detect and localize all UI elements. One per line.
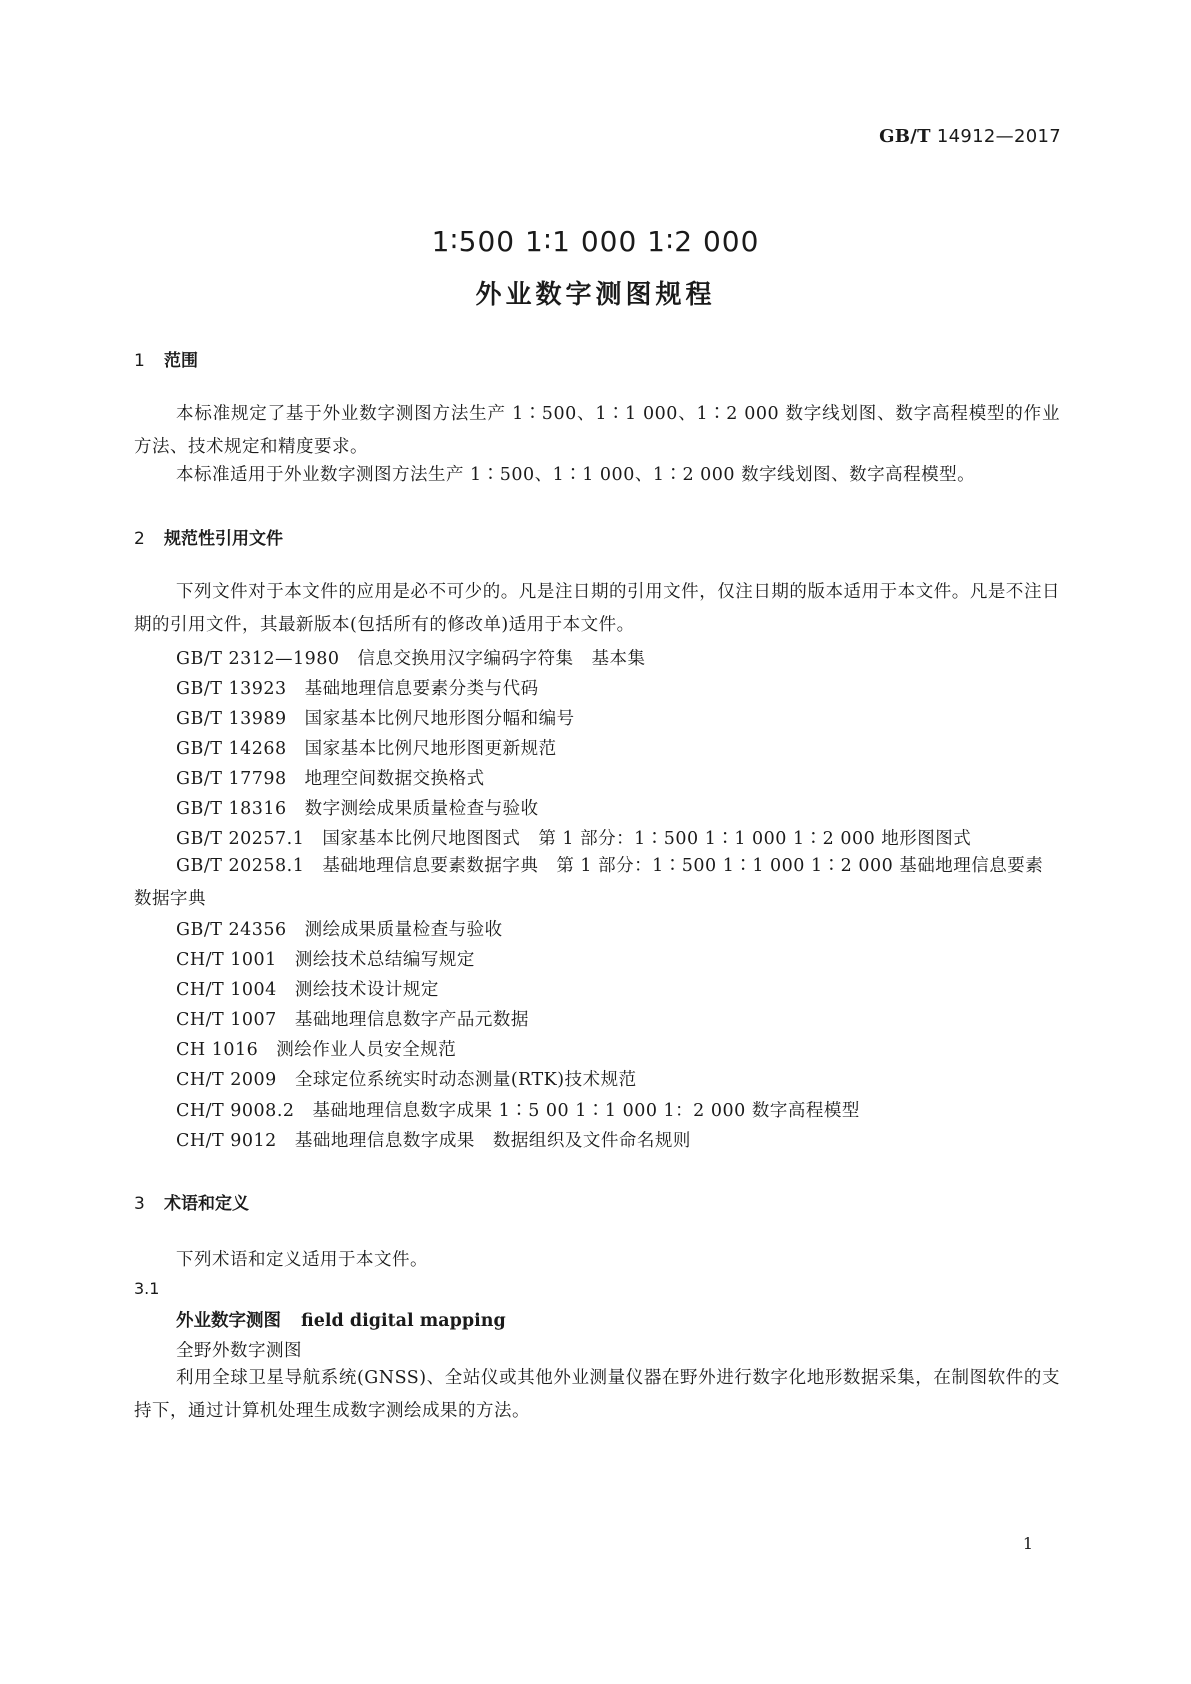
section-3-number: 3 [134, 1194, 145, 1214]
document-title-scales: 1∶500 1∶1 000 1∶2 000 [431, 225, 760, 258]
standard-code [879, 126, 1061, 147]
reference-item: CH/T 2009 全球定位系统实时动态测量(RTK)技术规范 [176, 1070, 637, 1090]
term-number: 3.1 [134, 1279, 160, 1298]
reference-item: GB/T 24356 测绘成果质量检查与验收 [176, 920, 503, 940]
reference-item: GB/T 2312—1980 信息交换用汉字编码字符集 基本集 [176, 649, 646, 669]
section-2-heading [134, 524, 283, 549]
section-2-number: 2 [134, 529, 145, 549]
reference-item: GB/T 20257.1 国家基本比例尺地图图式 第 1 部分：1∶500 1∶1 000 1∶2 000 地形图图式 [176, 829, 972, 849]
section-1-para-2: 本标准适用于外业数字测图方法生产 1∶500、1∶1 000、1∶2 000 数字线划图、数字高程模型。 [176, 465, 976, 485]
section-1-title: 范围 [164, 351, 198, 371]
term-definition: 利用全球卫星导航系统(GNSS)、全站仪或其他外业测量仪器在野外进行数字化地形数据采集，在制图软件的支持下，通过计算机处理生成数字测绘成果的方法。 [134, 1368, 1060, 1421]
section-3-title: 术语和定义 [164, 1194, 249, 1214]
standard-code-prefix: GB/T [879, 126, 931, 147]
reference-item: GB/T 14268 国家基本比例尺地形图更新规范 [176, 739, 557, 759]
reference-item: CH/T 9012 基础地理信息数字成果 数据组织及文件命名规则 [176, 1131, 691, 1151]
section-1-heading [134, 346, 198, 371]
page-number: 1 [1022, 1534, 1033, 1553]
standard-code-number: 14912—2017 [936, 126, 1061, 147]
reference-item: GB/T 18316 数字测绘成果质量检查与验收 [176, 799, 539, 819]
document-title: 外业数字测图规程 [475, 280, 716, 310]
section-1-para-1: 本标准规定了基于外业数字测图方法生产 1∶500、1∶1 000、1∶2 000 数字线划图、数字高程模型的作业方法、技术规定和精度要求。 [134, 404, 1060, 457]
term-synonym: 全野外数字测图 [176, 1341, 302, 1361]
reference-item: GB/T 13989 国家基本比例尺地形图分幅和编号 [176, 709, 575, 729]
reference-item: GB/T 13923 基础地理信息要素分类与代码 [176, 679, 539, 699]
section-2-intro: 下列文件对于本文件的应用是必不可少的。凡是注日期的引用文件，仅注日期的版本适用于本文件。凡是不注日期的引用文件，其最新版本(包括所有的修改单)适用于本文件。 [134, 582, 1060, 635]
term-english: field digital mapping [301, 1311, 506, 1331]
term-entry [176, 1307, 506, 1332]
section-2-title: 规范性引用文件 [164, 529, 283, 549]
reference-item: GB/T 20258.1 基础地理信息要素数据字典 第 1 部分：1∶500 1∶1 000 1∶2 000 基础地理信息要素数据字典 [134, 856, 1044, 909]
reference-item: CH/T 1007 基础地理信息数字产品元数据 [176, 1010, 529, 1030]
section-1-number: 1 [134, 351, 145, 371]
reference-item: CH/T 9008.2 基础地理信息数字成果 1∶5 00 1∶1 000 1：2 000 数字高程模型 [176, 1101, 860, 1121]
section-3-heading [134, 1189, 249, 1214]
reference-item: CH/T 1001 测绘技术总结编写规定 [176, 950, 475, 970]
term-chinese: 外业数字测图 [176, 1311, 281, 1331]
section-3-intro: 下列术语和定义适用于本文件。 [176, 1250, 428, 1270]
reference-item: CH/T 1004 测绘技术设计规定 [176, 980, 439, 1000]
reference-item: GB/T 17798 地理空间数据交换格式 [176, 769, 485, 789]
reference-item: CH 1016 测绘作业人员安全规范 [176, 1040, 457, 1060]
